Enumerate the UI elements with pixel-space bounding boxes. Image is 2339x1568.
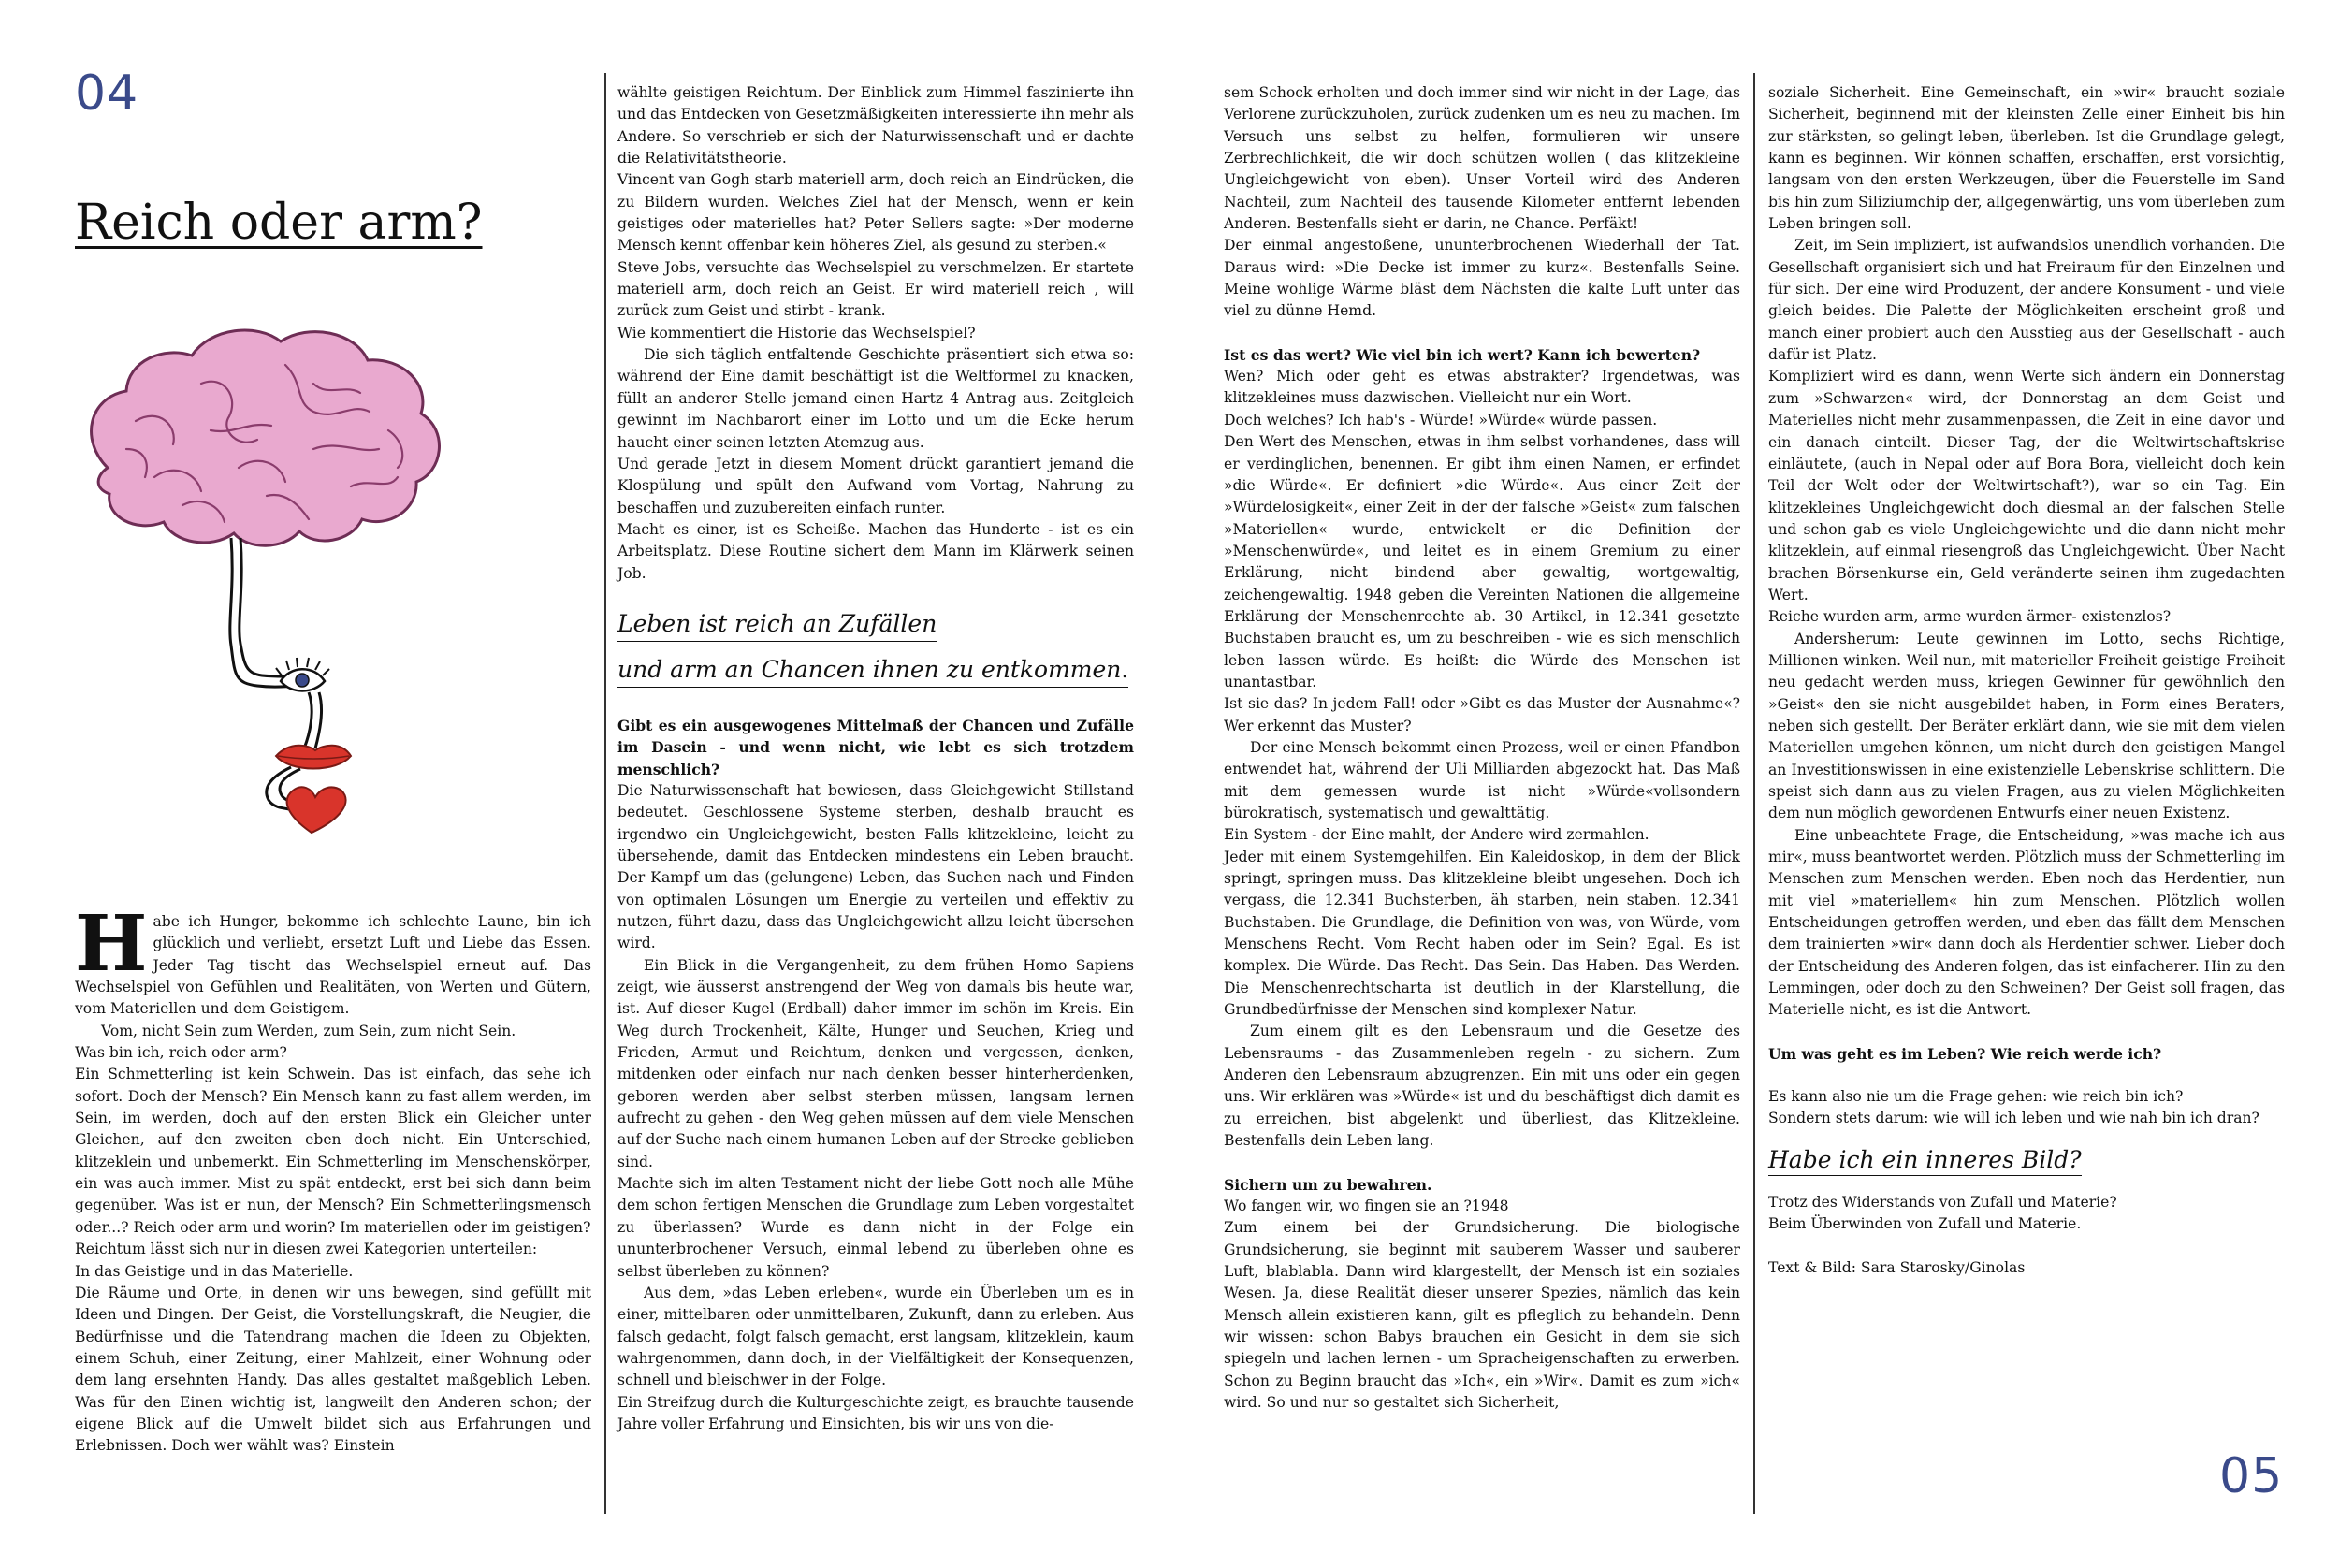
pull-quote: Habe ich ein inneres Bild? bbox=[1768, 1145, 2285, 1175]
column-divider bbox=[1753, 73, 1755, 1514]
pull-quote bbox=[617, 609, 1134, 688]
paragraph: Wen? Mich oder geht es etwas abstrakter? Irgendetwas, was klitzekleines muss dazwischen. Vielleicht nur ein Wort. bbox=[1224, 368, 1740, 407]
page-number-right: 05 bbox=[2219, 1448, 2284, 1504]
article-column-3 bbox=[1224, 82, 1740, 1414]
pull-quote-line-1: Leben ist reich an Zufällen bbox=[617, 609, 937, 642]
paragraph: Habe ich Hunger, bekomme ich schlechte Laune, bin ich glücklich und verliebt, ersetzt Luft und Liebe das Essen. Jeder Tag tischt das Wechselspiel erneut auf. Das Wechselspiel von Gefühlen und Realitäten, von Werten und Gütern, vom Materiellen und dem Geistigem. bbox=[75, 899, 591, 1018]
paragraph: Macht es einer, ist es Scheiße. Machen das Hunderte - ist es ein Arbeitsplatz. Diese Routine sichert dem Mann im Klärwerk seinen Job. bbox=[617, 520, 1134, 582]
pull-quote-line-2: und arm an Chancen ihnen zu entkommen. bbox=[617, 655, 1128, 688]
subheading: Gibt es ein ausgewogenes Mittelmaß der Chancen und Zufälle im Dasein - und wenn nicht, wie lebt es sich trotzdem menschlich? bbox=[617, 716, 1134, 778]
paragraph: Ein Blick in die Vergangenheit, zu dem frühen Homo Sapiens zeigt, wie äusserst anstrengend der Weg von damals bis heute war, ist. Auf dieser Kugel (Erdball) daher immer im schön im Kreis. Ein Weg durch Trockenheit, Kälte, Hunger und Seuchen, Krieg und Frieden, Armut und Reichtum, denken und vergessen, denken, mitdenken oder einfach nur nach denken besser hinterherdenken, geboren werden aber selbst sterben müssen, langsam lernen aufrecht zu gehen - den Weg gehen müssen auf dem viele Menschen auf der Suche nach einem humanen Leben auf der Strecke geblieben sind. bbox=[617, 956, 1134, 1170]
paragraph: Aus dem, »das Leben erleben«, wurde ein Überleben um es in einer, mittelbaren oder unmittelbaren, Zukunft, dann zu erleben. Aus falsch gedacht, folgt falsch gemacht, erst langsam, klitzeklein, kaum wahrgenommen, dann doch, in der Vielfältigkeit der Konsequenzen, schnell und bleischwer in der Folge. bbox=[617, 1284, 1134, 1389]
paragraph: Ein Schmetterling ist kein Schwein. Das ist einfach, das sehe ich sofort. Doch der Mensch? Ein Mensch kann zu fast allem werden, im Sein, im werden, doch auf den ersten Blick ein Gleicher unter Gleichen, auf den zweiten eben doch nicht. Ein Unterschied, klitzeklein und unbemerkt. Ein Schmetterling im Menschenskörper, ein was auch immer. Mist zu spät entdeckt, erst bei sich dann beim gegenüber. Was ist er nun, der Mensch? Ein Schmetterlingsmensch oder...? Reich oder arm und worin? Im materiellen oder im geistigen? bbox=[75, 1066, 591, 1236]
paragraph: Ein Streifzug durch die Kulturgeschichte zeigt, es brauchte tausende Jahre voller Erfahrung und Einsichten, bis wir uns von die- bbox=[617, 1393, 1134, 1432]
paragraph: Reiche wurden arm, arme wurden ärmer- existenzlos? bbox=[1768, 608, 2172, 626]
paragraph: Vincent van Gogh starb materiell arm, doch reich an Eindrücken, die zu Bildern wurden. Welches Ziel hat der Mensch, wenn er kein geistiges oder materielles hat? Peter Sellers sagte: »Der moderne Mensch kennt offenbar kein höheres Ziel, als gesund zu sterben.« bbox=[617, 171, 1134, 254]
paragraph: Eine unbeachtete Frage, die Entscheidung, »was mache ich aus mir«, muss beantwortet werden. Plötzlich muss der Schmetterling im Menschen zum Menschen werden. Eben noch das Herdentier, nun mit viel »materiellem« hin zum Menschen. Plötzlich wollen Entscheidungen getroffen werden, und eben das fällt dem Menschen dem trainierten »wir« dann doch als Herdentier schwer. Lieber doch der Entscheidung des Anderen folgen, das ist einfacherer. Hin zu den Lemmingen, oder doch zu den Schweinen? Der Geist soll fragen, das Materielle nicht, es ist die Antwort. bbox=[1768, 826, 2285, 1019]
paragraph: Kompliziert wird es dann, wenn Werte sich ändern ein Donnerstag zum »Schwarzen« wird, der Donnerstag an dem Geist und Materielles nicht mehr zusammenpassen, die Zeit in eine davor und ein danach einteilt. Dieser Tag, der die Weltwirtschaftskrise einläutete, (auch in Nepal oder auf Bora Bora, vielleicht doch kein Teil der Welt oder der Weltwirtschaft?), war so ein Tag. Ein klitzekleines Ungleichgewicht doch diesmal an der falschen Stelle und schon gab es viele Ungleichgewichte und die dann nicht mehr klitzeklein, auf einmal riesengroß das Ungleichgewicht. Über Nacht brachen Börsenkurse ein, Geld veränderte seinen ihm zugedachten Wert. bbox=[1768, 368, 2285, 603]
column-divider bbox=[604, 73, 606, 1514]
article-title: Reich oder arm? bbox=[75, 195, 483, 251]
paragraph: Die Räume und Orte, in denen wir uns bewegen, sind gefüllt mit Ideen und Dingen. Der Geist, die Vorstellungskraft, die Neugier, die Bedürfnisse und die Tatendrang machen die Ideen zu Objekten, einem Schuh, einer Zeitung, einer Mahlzeit, einer Wohnung oder dem lang ersehnten Handy. Das alles gestaltet maßgeblich Leben. Was für den Einen wichtig ist, langweilt den Anderen schon; der eigene Blick auf die Umwelt bildet sich aus Erfahrungen und Erlebnissen. Doch wer wählt was? Einstein bbox=[75, 1284, 591, 1455]
paragraph: Machte sich im alten Testament nicht der liebe Gott noch alle Mühe dem schon fertigen Menschen die Grundlage zum Leben vorgestaltet zu überlassen? Wurde es dann nicht in der Folge ein ununterbrochener Versuch, einmal lebend zu überleben ohne es selbst überleben zu können? bbox=[617, 1175, 1134, 1280]
paragraph: In das Geistige und in das Materielle. bbox=[75, 1262, 354, 1280]
paragraph: Reichtum lässt sich nur in diesen zwei Kategorien unterteilen: bbox=[75, 1241, 538, 1258]
subheading: Ist es das wert? Wie viel bin ich wert? Kann ich bewerten? bbox=[1224, 345, 1701, 364]
paragraph: Zeit, im Sein impliziert, ist aufwandslos unendlich vorhanden. Die Gesellschaft organisiert sich und hat Freiraum für den Einzelnen und für sich. Der eine wird Produzent, der andere Konsument - und viele gleich beides. Die Palette der Möglichkeiten erscheint groß und manch einer probiert auch den Ausstieg aus der Gesellschaft - auch dafür ist Platz. bbox=[1768, 237, 2285, 364]
paragraph: soziale Sicherheit. Eine Gemeinschaft, ein »wir« braucht soziale Sicherheit, beginnend mit der kleinsten Zelle einer Einheit bis hin zur stärksten, so gelingt leben, überleben. Ist die Grundlage gelegt, kann es beginnen. Wir können schaffen, erschaffen, erst vorsichtig, langsam von den ersten Werkzeugen, über die Feuerstelle im Sand bis hin zum Siliziumchip der, allgegenwärtig, uns vom überleben zum Leben bringen soll. bbox=[1768, 84, 2285, 233]
paragraph: Der eine Mensch bekommt einen Prozess, weil er einen Pfandbon entwendet hat, während der Uli Milliarden abgezockt hat. Das Maß mit dem gemessen wurde ist nicht »Würde«vollsondern bürokratisch, systematisch und gewalttätig. bbox=[1224, 738, 1740, 821]
article-column-2 bbox=[617, 82, 1134, 1435]
paragraph: Ein System - der Eine mahlt, der Andere wird zermahlen. bbox=[1224, 826, 1649, 844]
paragraph: Wie kommentiert die Historie das Wechselspiel? bbox=[617, 324, 976, 341]
paragraph: Trotz des Widerstands von Zufall und Materie? bbox=[1768, 1193, 2117, 1211]
paragraph: Vom, nicht Sein zum Werden, zum Sein, zum nicht Sein. bbox=[101, 1022, 516, 1039]
paragraph: Und gerade Jetzt in diesem Moment drückt garantiert jemand die Klospülung und spült den Aufwand vom Vortag, Nahrung zu beschaffen und zuzubereiten einfach runter. bbox=[617, 455, 1134, 516]
paragraph: Was bin ich, reich oder arm? bbox=[75, 1044, 287, 1062]
paragraph: Beim Überwinden von Zufall und Materie. bbox=[1768, 1215, 2082, 1233]
brain-eye-mouth-heart-icon bbox=[70, 309, 472, 851]
subheading: Um was geht es im Leben? Wie reich werde ich? bbox=[1768, 1044, 2162, 1063]
paragraph: Ist sie das? In jedem Fall! oder »Gibt es das Muster der Ausnahme«? Wer erkennt das Muster? bbox=[1224, 695, 1740, 734]
paragraph: Der einmal angestoßene, ununterbrochenen Wiederhall der Tat. Daraus wird: »Die Decke ist immer zu kurz«. Bestenfalls Seine. Meine wohlige Wärme bläst dem Nächsten die kalte Luft unter das viel zu dünne Hemd. bbox=[1224, 237, 1740, 320]
heart-icon bbox=[287, 787, 346, 833]
paragraph: Wo fangen wir, wo fingen sie an ?1948 bbox=[1224, 1197, 1509, 1214]
eye-icon bbox=[276, 658, 329, 691]
paragraph: Andersherum: Leute gewinnen im Lotto, sechs Richtige, Millionen winken. Weil nun, mit materieller Freiheit geistige Freiheit neu gedacht werden muss, kriegen Gewinner für gewöhnlich den »Geist« den sie nicht ausgebildet haben, in Form eines Beraters, neben sich gestellt. Der Beräter erklärt dann, wie sie mit dem vielen Materiellen umgehen können, um nicht durch den geistigen Mangel an Investitionswissen in eine existenzielle Lebenskrise schlittern. Die speist sich dann aus zu vielen Fragen, aus zu vielen Möglichkeiten dem nun möglich gewordenen Entwurfs einer neuen Existenz. bbox=[1768, 630, 2285, 822]
paragraph: Sondern stets darum: wie will ich leben und wie nah bin ich dran? bbox=[1768, 1110, 2259, 1127]
paragraph: Zum einem gilt es den Lebensraum und die Gesetze des Lebensraums - das Zusammenleben regeln - zu sichern. Zum Anderen den Lebensraum abzugrenzen. Ein mit uns oder ein gegen uns. Wir erklären was »Würde« ist und du beschäftigst dich damit es zu erreichen, bist abgelenkt und überliest, das Klitzekleine. Bestenfalls dein Leben lang. bbox=[1224, 1023, 1740, 1150]
author-credit: Text & Bild: Sara Starosky/Ginolas bbox=[1768, 1258, 2026, 1276]
paragraph: Doch welches? Ich hab's - Würde! »Würde« würde passen. bbox=[1224, 411, 1658, 428]
drop-cap: H bbox=[75, 899, 148, 989]
subheading: Sichern um zu bewahren. bbox=[1224, 1175, 1432, 1194]
article-column-4 bbox=[1768, 82, 2285, 1279]
paragraph: Die sich täglich entfaltende Geschichte präsentiert sich etwa so: während der Eine damit beschäftigt ist die Weltformel zu knacken, füllt an anderer Stelle jemand einen Hartz 4 Antrag aus. Zeitgleich gewinnt im Nachbarort einer im Lotto und um die Ecke herum haucht einer seinen letzten Atemzug aus. bbox=[617, 346, 1134, 451]
brain-icon bbox=[92, 330, 440, 545]
paragraph: Den Wert des Menschen, etwas in ihm selbst vorhandenes, dass will er verdinglichen, benennen. Er gibt ihm einen Namen, er erfindet »die Würde«. Er definiert »die Würde«. Aus einer Zeit der »Würdelosigkeit«, einer Zeit in der der falsche »Geist« zum falschen »Materiellen« wurde, entwickelt er die Definition der »Menschenwürde«, und leitet es in einem Gremium zu einer Erklärung, nicht bindend aber gewaltig, wortgewaltig, zeichengewaltig. 1948 geben die Vereinten Nationen die allgemeine Erklärung der Menschenrechte ab. 30 Artikel, in 12.341 gesetzte Buchstaben braucht es, um zu beschreiben - wie es sich menschlich leben lassen würde. Es heißt: die Würde des Menschen ist unantastbar. bbox=[1224, 433, 1740, 690]
paragraph: wählte geistigen Reichtum. Der Einblick zum Himmel faszinierte ihn und das Entdecken von Gesetzmäßigkeiten interessierte ihn mehr als Andere. So verschrieb er sich der Naturwissenschaft und er dachte die Relativitätstheorie. bbox=[617, 84, 1134, 167]
article-column-1 bbox=[75, 899, 591, 1458]
paragraph: Zum einem bei der Grundsicherung. Die biologische Grundsicherung, sie beginnt mit sauberem Wasser und sauberer Luft, blablabla. Dann wird klargestellt, der Mensch ist ein soziales Wesen. Ja, diese Realität dieser unserer Spezies, nämlich das kein Mensch allein existieren kann, gilt es pfleglich zu behandeln. Denn wir wissen: schon Babys brauchen ein Gesicht in dem sie sich spiegeln und lachen lernen - um Spracheigenschaften zu erwerben. Schon zu Beginn braucht das »Ich«, ein »Wir«. Damit es zum »ich« wird. So und nur so gestaltet sich Sicherheit, bbox=[1224, 1219, 1740, 1411]
paragraph: Es kann also nie um die Frage gehen: wie reich bin ich? bbox=[1768, 1088, 2184, 1106]
paragraph: Die Naturwissenschaft hat bewiesen, dass Gleichgewicht Stillstand bedeutet. Geschlossene Systeme sterben, deshalb braucht es irgendwo ein Ungleichgewicht, besten Falls klitzekleine, leicht zu übersehende, damit das Entdecken mindestens ein Leben braucht. Der Kampf um das (gelungene) Leben, das Suchen nach und Finden von optimalen Lösungen um Energie zu verteilen und effektiv zu nutzen, führt dazu, dass das Ungleichgewicht allzu leicht übersehen wird. bbox=[617, 781, 1134, 952]
paragraph: Jeder mit einem Systemgehilfen. Ein Kaleidoskop, in dem der Blick springt, springen muss. Das klitzekleine bleibt ungesehen. Doch ich vergass, die 12.341 Buchsterben, äh starben, nein staben. 12.341 Buchstaben. Die Grundlage, die Definition von was, von Würde, vom Menschens Recht. Vom Recht haben oder im Sein? Egal. Es ist komplex. Die Würde. Das Recht. Das Sein. Das Haben. Das Werden. Die Menschenrechtscharta ist deutlich in der Klarstellung, die Grundbedürfnisse der Menschen sind komplexer Natur. bbox=[1224, 848, 1740, 1019]
paragraph: sem Schock erholten und doch immer sind wir nicht in der Lage, das Verlorene zurückzuholen, zurück zudenken um es neu zu machen. Im Versuch uns selbst zu helfen, formulieren wir unsere Zerbrechlichkeit, die wir doch schützen wollen ( das klitzekleine Ungleichgewicht von eben). Unser Vorteil wird des Anderen Nachteil, zum Nachteil des tausende Kilometer entfernt lebenden Anderen. Bestenfalls sieht er darin, ne Chance. Perfäkt! bbox=[1224, 84, 1740, 233]
page-number-left: 04 bbox=[75, 65, 139, 122]
paragraph: Steve Jobs, versuchte das Wechselspiel zu verschmelzen. Er startete materiell arm, doch reich an Geist. Er wird materiell reich , will zurück zum Geist und stirbt - krank. bbox=[617, 258, 1134, 320]
mouth-icon bbox=[276, 746, 351, 769]
